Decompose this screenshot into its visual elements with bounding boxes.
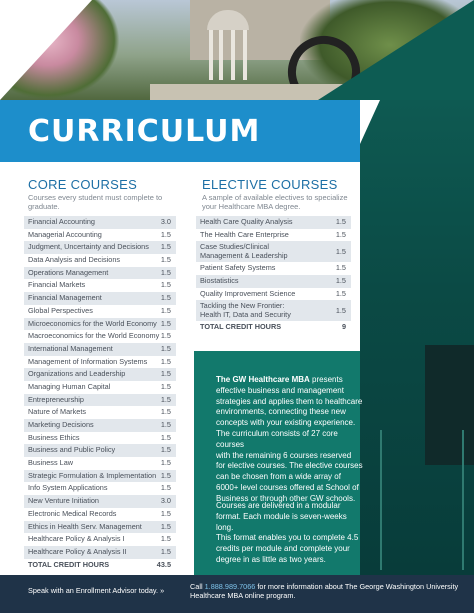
course-credits: 1.5 — [160, 534, 171, 544]
gazebo-shape — [205, 10, 251, 82]
enrollment-advisor-link[interactable]: Speak with an Enrollment Advisor today. » — [28, 586, 165, 595]
page-title: CURRICULUM — [28, 114, 261, 149]
core-course-row — [24, 318, 176, 331]
info-line: credits per module and complete your — [216, 544, 350, 554]
white-diagonal-mask — [0, 0, 92, 100]
course-name: Marketing Decisions — [28, 420, 94, 429]
course-name-line: Tackling the New Frontier: — [200, 301, 285, 311]
core-course-row — [24, 533, 176, 546]
course-name: Managing Human Capital — [28, 381, 111, 391]
info-line: format. Each module is seven-weeks long. — [216, 511, 347, 532]
info-line: environments, connecting these new — [216, 407, 346, 417]
info-line: can be chosen from a wide array of — [216, 472, 341, 482]
academic-building-photo — [360, 100, 474, 575]
course-name-line: Quality Improvement Science — [200, 288, 296, 298]
course-name: Strategic Formulation & Implementation — [28, 470, 157, 480]
core-total-row — [24, 559, 176, 572]
course-credits: 1.5 — [160, 318, 171, 328]
phone-number-link[interactable]: 1.888.989.7066 — [204, 582, 256, 591]
core-courses-heading: CORE COURSES — [28, 177, 138, 192]
course-credits: 1.5 — [160, 483, 171, 493]
elective-course-row — [196, 300, 351, 321]
course-credits: 1.5 — [160, 369, 171, 379]
gazebo-column — [219, 30, 223, 80]
call-text-line2: Healthcare MBA online program. — [190, 591, 296, 600]
info-line: Courses are delivered in a modular — [216, 501, 341, 510]
course-credits: 1.5 — [335, 263, 346, 273]
course-credits: 1.5 — [160, 331, 171, 341]
info-line: Business or through other GW schools. — [216, 493, 356, 503]
core-course-row — [24, 216, 176, 229]
info-line: 6000+ level courses offered at School of — [216, 482, 359, 492]
info-text: presents — [309, 375, 343, 384]
course-credits: 1.5 — [160, 445, 171, 455]
course-name: Operations Management — [28, 267, 109, 277]
course-credits: 1.5 — [335, 247, 346, 257]
elective-subtitle-line: your Healthcare MBA degree. — [202, 202, 301, 211]
course-name: Ethics in Health Serv. Management — [28, 521, 142, 531]
course-name: Financial Management — [28, 293, 102, 303]
core-course-row — [24, 267, 176, 280]
course-credits: 1.5 — [335, 276, 346, 286]
core-courses-table — [24, 216, 176, 571]
elective-total-row — [196, 321, 351, 334]
course-name: Entrepreneurship — [28, 394, 84, 404]
call-text: for more information about The George Washington University — [255, 582, 459, 591]
course-name: Macroeconomics for the World Economy — [28, 331, 160, 341]
core-total-label: TOTAL CREDIT HOURS — [28, 559, 110, 569]
elective-course-row — [196, 262, 351, 275]
course-name-line: Biostatistics — [200, 276, 239, 286]
course-credits: 1.5 — [335, 288, 346, 298]
course-name: New Venture Initiation — [28, 496, 99, 506]
core-subtitle-line: graduate. — [28, 202, 60, 211]
course-name-line: Health IT, Data and Security — [200, 310, 291, 320]
course-name — [200, 288, 351, 301]
course-credits: 1.5 — [160, 407, 171, 417]
curriculum-banner — [0, 100, 360, 162]
gazebo-column — [243, 30, 247, 80]
info-line: with the remaining 6 courses reserved — [216, 450, 352, 460]
course-credits: 1.5 — [160, 394, 171, 404]
course-name-line: Management & Leadership — [200, 251, 288, 261]
course-credits: 3.0 — [160, 496, 171, 506]
course-name-line: The Health Care Enterprise — [200, 229, 289, 239]
elective-course-row — [196, 275, 351, 288]
elective-total-value: 9 — [341, 322, 346, 332]
core-course-row — [24, 279, 176, 292]
course-credits: 1.5 — [160, 293, 171, 303]
core-course-row — [24, 546, 176, 559]
footer-bar — [0, 575, 474, 613]
course-name: Global Perspectives — [28, 305, 93, 315]
core-course-row — [24, 521, 176, 534]
course-credits: 1.5 — [160, 521, 171, 531]
course-credits: 1.5 — [335, 306, 346, 316]
course-name — [200, 275, 351, 288]
course-name: Financial Markets — [28, 280, 86, 290]
course-name-line: Patient Safety Systems — [200, 263, 276, 273]
core-course-row — [24, 394, 176, 407]
info-line: The curriculum consists of 27 core courses — [216, 429, 338, 449]
elective-subtitle-line: A sample of available electives to specialize — [202, 193, 348, 202]
course-name — [200, 242, 351, 260]
program-name: The GW Healthcare MBA — [216, 375, 310, 384]
course-name: Microeconomics for the World Economy — [28, 318, 157, 328]
core-course-row — [24, 343, 176, 356]
course-credits: 1.5 — [160, 242, 171, 252]
core-course-row — [24, 457, 176, 470]
course-credits: 1.5 — [335, 217, 346, 226]
course-credits: 1.5 — [160, 255, 171, 265]
elective-courses-table — [196, 216, 351, 334]
course-credits: 1.5 — [335, 229, 346, 239]
core-course-row — [24, 508, 176, 521]
course-name-line: Case Studies/Clinical — [200, 242, 269, 252]
course-credits: 1.5 — [160, 546, 171, 556]
core-course-row — [24, 241, 176, 254]
call-info-text — [190, 582, 460, 600]
course-credits: 1.5 — [160, 508, 171, 518]
core-course-row — [24, 229, 176, 242]
program-info-box — [194, 351, 363, 575]
call-line — [190, 582, 460, 591]
elective-courses-heading: ELECTIVE COURSES — [202, 177, 338, 192]
course-credits: 1.5 — [160, 420, 171, 429]
core-courses-subtitle — [28, 193, 162, 211]
course-credits: 1.5 — [160, 280, 171, 290]
elective-course-row — [196, 229, 351, 242]
info-line: effective business and management — [216, 385, 344, 395]
course-name: Healthcare Policy & Analysis II — [28, 546, 127, 556]
course-name — [200, 216, 351, 229]
gazebo-column — [231, 30, 235, 80]
info-line: concepts with your existing experience. — [216, 418, 356, 428]
course-name: Organizations and Leadership — [28, 369, 126, 379]
core-course-row — [24, 356, 176, 369]
core-course-row — [24, 495, 176, 508]
course-name: Business Law — [28, 458, 74, 468]
elective-courses-subtitle — [202, 193, 348, 211]
core-course-row — [24, 419, 176, 432]
course-credits: 1.5 — [160, 343, 171, 353]
info-line: strategies and applies them to healthcare — [216, 396, 363, 406]
core-course-row — [24, 254, 176, 267]
fence-shape — [380, 430, 464, 570]
course-name: Healthcare Policy & Analysis I — [28, 534, 125, 544]
elective-total-label: TOTAL CREDIT HOURS — [200, 322, 282, 332]
course-name: Management of Information Systems — [28, 356, 148, 366]
core-course-row — [24, 432, 176, 445]
course-credits: 1.5 — [160, 267, 171, 277]
elective-course-row — [196, 288, 351, 301]
course-credits: 1.5 — [160, 458, 171, 468]
course-credits: 1.5 — [160, 381, 171, 391]
course-name — [200, 262, 351, 275]
core-course-row — [24, 381, 176, 394]
info-line — [216, 375, 366, 386]
course-name: International Management — [28, 343, 113, 353]
core-subtitle-line: Courses every student must complete to — [28, 193, 163, 202]
course-name: Nature of Markets — [28, 407, 86, 417]
elective-course-row — [196, 216, 351, 229]
course-name: Info System Applications — [28, 483, 108, 493]
course-credits: 1.5 — [160, 305, 171, 315]
course-credits: 1.5 — [160, 432, 171, 442]
teal-diagonal-accent — [318, 0, 474, 100]
info-line: This format enables you to complete 4.5 — [216, 533, 359, 543]
info-paragraph-3 — [216, 501, 366, 566]
course-credits: 1.5 — [160, 470, 171, 480]
core-course-row — [24, 406, 176, 419]
course-name — [200, 301, 351, 319]
info-paragraph-2 — [216, 429, 366, 505]
course-name: Business and Public Policy — [28, 445, 116, 455]
course-name: Electronic Medical Records — [28, 508, 117, 518]
core-total-value: 43.5 — [156, 559, 171, 569]
course-name: Business Ethics — [28, 432, 80, 442]
course-credits: 3.0 — [160, 217, 171, 226]
core-course-row — [24, 444, 176, 457]
call-prefix: Call — [190, 582, 205, 591]
info-line: for elective courses. The elective courses — [216, 461, 363, 471]
course-name: Financial Accounting — [28, 217, 95, 226]
course-credits: 1.5 — [160, 356, 171, 366]
course-name: Judgment, Uncertainty and Decisions — [28, 242, 149, 252]
core-course-row — [24, 305, 176, 318]
gazebo-dome — [207, 10, 249, 30]
elective-course-row — [196, 241, 351, 262]
info-line: degree in as little as two years. — [216, 554, 326, 564]
course-name: Data Analysis and Decisions — [28, 255, 121, 265]
info-paragraph-1 — [216, 375, 366, 429]
core-course-row — [24, 292, 176, 305]
core-course-row — [24, 482, 176, 495]
course-name: Managerial Accounting — [28, 229, 102, 239]
core-course-row — [24, 330, 176, 343]
gazebo-column — [209, 30, 213, 80]
course-name-line: Health Care Quality Analysis — [200, 217, 293, 226]
course-name — [200, 229, 351, 242]
core-course-row — [24, 368, 176, 381]
white-chevron-shape — [360, 100, 380, 144]
core-course-row — [24, 470, 176, 483]
course-credits: 1.5 — [160, 229, 171, 239]
